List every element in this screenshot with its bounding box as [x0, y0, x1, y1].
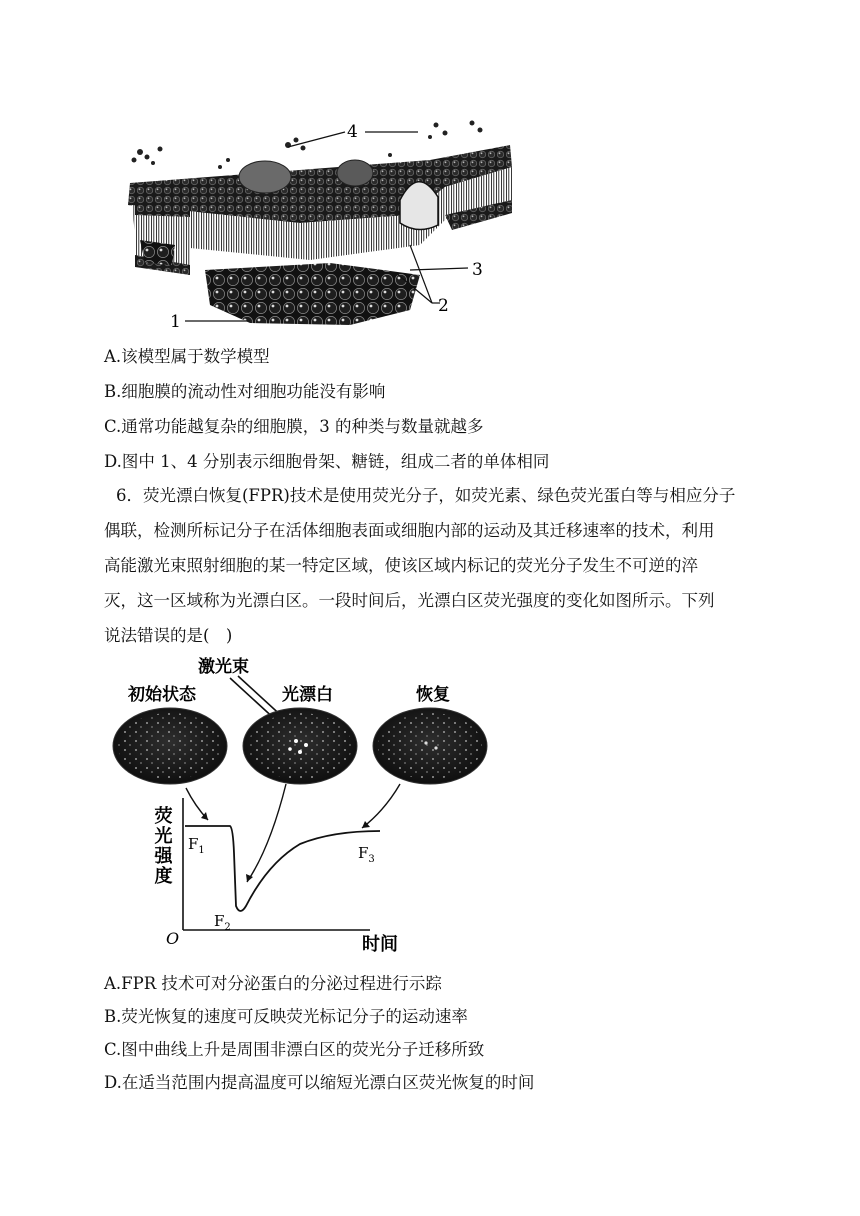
- stage-label-bleach: 光漂白: [282, 685, 333, 705]
- cytoskeleton-cluster: [205, 263, 420, 325]
- q5-option-b: B.细胞膜的流动性对细胞功能没有影响: [104, 382, 386, 401]
- cell-recovered: [373, 708, 487, 784]
- q6-stem: [104, 478, 754, 653]
- q6-stem-line: 灭，这一区域称为光漂白区。一段时间后，光漂白区荧光强度的变化如图所示。下列: [104, 591, 715, 610]
- stage-label-recovery: 恢复: [416, 685, 450, 705]
- stage-arrows: [186, 784, 400, 882]
- point-label-f2: $F_2$: [214, 912, 231, 933]
- q6-option-b: B.荧光恢复的速度可反映荧光标记分子的运动速率: [104, 1007, 468, 1026]
- q5-option-d: D.图中 1、4 分别表示细胞骨架、糖链，组成二者的单体相同: [104, 452, 550, 471]
- cell-initial: [113, 708, 227, 784]
- fluorescence-curve: [185, 826, 380, 911]
- q6-option-c: C.图中曲线上升是周围非漂白区的荧光分子迁移所致: [104, 1040, 485, 1059]
- membrane-model-figure: [100, 105, 520, 340]
- laser-beam-label: 激光束: [198, 657, 249, 677]
- callout-2: 2: [438, 296, 449, 316]
- cell-bleached: [243, 708, 357, 784]
- q6-stem-line: 说法错误的是( ): [104, 626, 233, 645]
- origin-label: O: [166, 929, 180, 948]
- point-label-f1: $F_1$: [188, 835, 205, 856]
- callout-1: 1: [170, 312, 181, 332]
- point-label-f3: $F_3$: [358, 844, 375, 865]
- x-axis-label: 时间: [362, 934, 398, 955]
- y-axis-label: 荧光强度: [151, 806, 173, 886]
- stage-label-initial: 初始状态: [128, 685, 196, 705]
- q5-option-a: A.该模型属于数学模型: [104, 347, 270, 366]
- callout-3: 3: [472, 260, 483, 280]
- q6-option-d: D.在适当范围内提高温度可以缩短光漂白区荧光恢复的时间: [104, 1073, 535, 1092]
- callout-4: 4: [347, 122, 358, 142]
- q6-stem-line: 偶联，检测所标记分子在活体细胞表面或细胞内部的运动及其迁移速率的技术，利用: [104, 521, 715, 540]
- q6-option-a: A.FPR 技术可对分泌蛋白的分泌过程进行示踪: [104, 974, 442, 993]
- frap-figure: [100, 648, 520, 958]
- q6-stem-line: 高能激光束照射细胞的某一特定区域，使该区域内标记的荧光分子发生不可逆的淬: [104, 556, 698, 575]
- q5-option-c: C.通常功能越复杂的细胞膜，3 的种类与数量就越多: [104, 417, 484, 436]
- q6-stem-line: 6．荧光漂白恢复(FPR)技术是使用荧光分子，如荧光素、绿色荧光蛋白等与相应分子: [116, 486, 736, 505]
